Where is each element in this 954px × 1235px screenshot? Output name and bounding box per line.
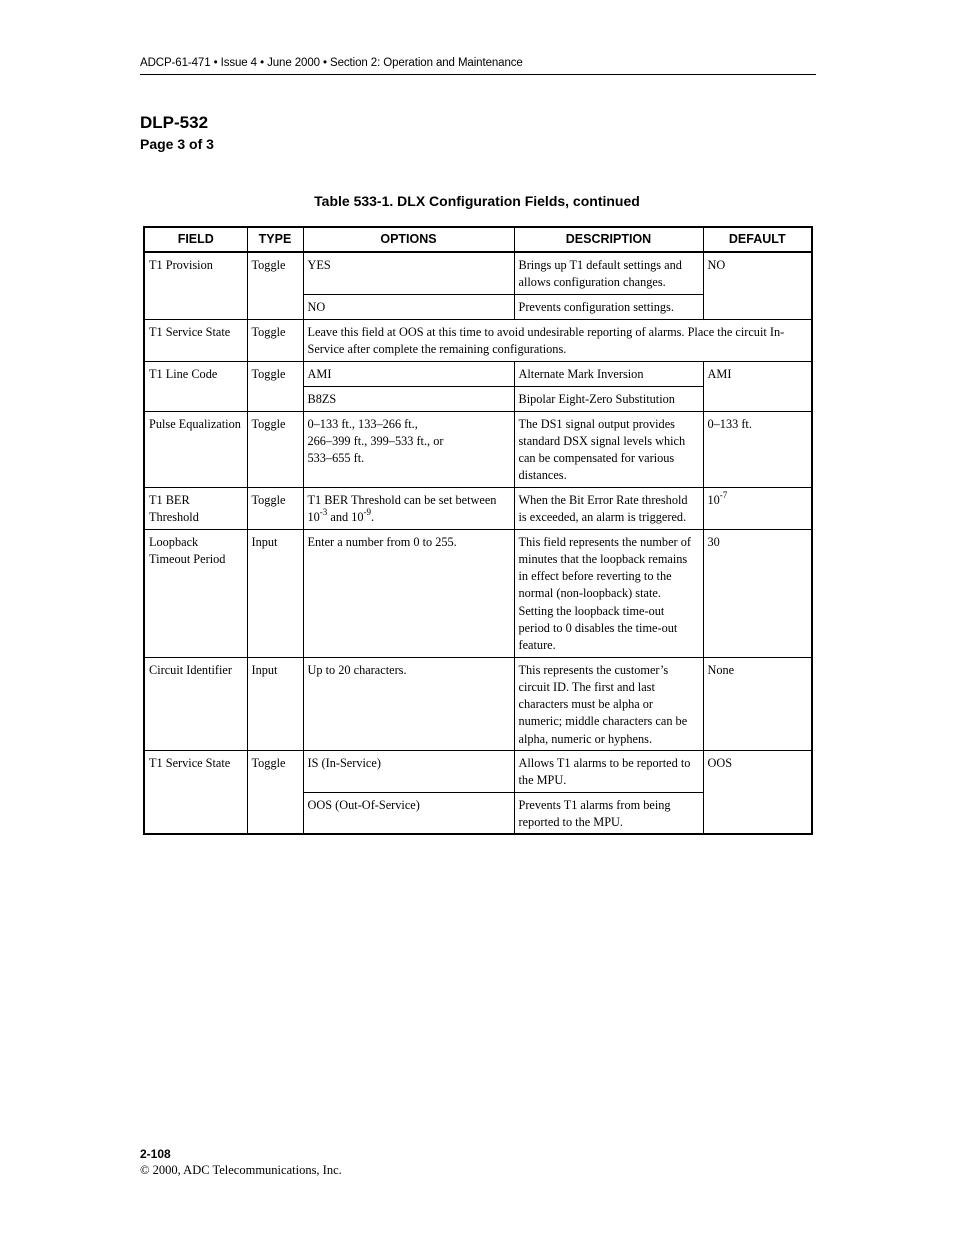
options-cell: Up to 20 characters. — [303, 657, 514, 750]
type-cell: Toggle — [247, 319, 303, 361]
header-rule — [140, 74, 816, 75]
description-cell: This field represents the number of minutes that the loopback remains in effect before reverting to the normal (non-loopback) state. Setting the loopback time-out period to 0 disables the time-out feature. — [514, 529, 703, 657]
type-cell: Toggle — [247, 750, 303, 834]
options-cell: OOS (Out-Of-Service) — [303, 792, 514, 834]
options-text: . — [371, 509, 375, 524]
default-cell — [703, 487, 812, 529]
default-cell: 30 — [703, 529, 812, 657]
page-of-indicator: Page 3 of 3 — [140, 136, 214, 152]
type-cell: Toggle — [247, 487, 303, 529]
description-cell: Bipolar Eight-Zero Substitution — [514, 386, 703, 411]
field-cell — [144, 529, 247, 657]
column-header-type: TYPE — [247, 227, 303, 252]
table-header-row — [144, 227, 812, 252]
field-line: Loopback — [149, 534, 199, 549]
description-cell: Brings up T1 default settings and allows configuration changes. — [514, 252, 703, 294]
procedure-title: DLP-532 — [140, 113, 209, 132]
default-cell: AMI — [703, 361, 812, 411]
description-cell: When the Bit Error Rate threshold is exceeded, an alarm is triggered. — [514, 487, 703, 529]
configuration-table — [143, 226, 813, 835]
options-text: and — [330, 509, 349, 524]
type-cell: Input — [247, 529, 303, 657]
field-cell: T1 Provision — [144, 252, 247, 319]
options-line: 266–399 ft., 399–533 ft., or — [307, 433, 444, 448]
options-text: T1 BER Threshold can be set between — [307, 492, 497, 507]
column-header-description: DESCRIPTION — [514, 227, 703, 252]
exponent-base: 10 — [707, 492, 720, 507]
description-cell: Allows T1 alarms to be reported to the MPU. — [514, 750, 703, 792]
field-cell: T1 Service State — [144, 319, 247, 361]
description-cell: Prevents T1 alarms from being reported to the MPU. — [514, 792, 703, 834]
options-line: 533–655 ft. — [307, 451, 365, 466]
table-row — [144, 657, 812, 750]
type-cell: Toggle — [247, 361, 303, 411]
default-cell: None — [703, 657, 812, 750]
description-cell: The DS1 signal output provides standard DSX signal levels which can be compensated for various distances. — [514, 411, 703, 487]
table-row — [144, 529, 812, 657]
table-row — [144, 411, 812, 487]
table-row — [144, 487, 812, 529]
table-caption: Table 533-1. DLX Configuration Fields, continued — [314, 193, 640, 209]
table-row — [144, 319, 812, 361]
table-row — [144, 252, 812, 294]
copyright: © 2000, ADC Telecommunications, Inc. — [140, 1163, 342, 1177]
description-cell: This represents the customer’s circuit ID. The first and last characters must be alpha or numeric; middle characters can be alpha, numeric or hyphens. — [514, 657, 703, 750]
running-header: ADCP-61-471 • Issue 4 • June 2000 • Section 2: Operation and Maintenance — [140, 57, 523, 69]
field-cell: T1 Service State — [144, 750, 247, 834]
options-cell: B8ZS — [303, 386, 514, 411]
column-header-options: OPTIONS — [303, 227, 514, 252]
field-cell: T1 Line Code — [144, 361, 247, 411]
table-row — [144, 361, 812, 386]
exponent-base: 10 — [351, 509, 364, 524]
exponent: -7 — [719, 489, 728, 500]
default-cell: 0–133 ft. — [703, 411, 812, 487]
options-cell: IS (In-Service) — [303, 750, 514, 792]
field-line: Threshold — [149, 509, 199, 524]
field-cell: Circuit Identifier — [144, 657, 247, 750]
column-header-field: FIELD — [144, 227, 247, 252]
field-line: Timeout Period — [149, 551, 226, 566]
field-cell: Pulse Equalization — [144, 411, 247, 487]
options-cell — [303, 487, 514, 529]
options-cell: YES — [303, 252, 514, 294]
options-cell: AMI — [303, 361, 514, 386]
exponent: -9 — [363, 506, 372, 517]
table-row — [144, 750, 812, 792]
default-cell: OOS — [703, 750, 812, 834]
description-cell: Prevents configuration settings. — [514, 294, 703, 319]
options-cell: NO — [303, 294, 514, 319]
field-cell — [144, 487, 247, 529]
default-cell: NO — [703, 252, 812, 319]
description-cell: Alternate Mark Inversion — [514, 361, 703, 386]
options-cell: Enter a number from 0 to 255. — [303, 529, 514, 657]
type-cell: Toggle — [247, 411, 303, 487]
type-cell: Toggle — [247, 252, 303, 319]
options-cell — [303, 411, 514, 487]
page-number: 2-108 — [140, 1147, 171, 1161]
column-header-default: DEFAULT — [703, 227, 812, 252]
exponent: -3 — [319, 506, 328, 517]
options-line: 0–133 ft., 133–266 ft., — [307, 416, 418, 431]
exponent-base: 10 — [307, 509, 320, 524]
note-cell: Leave this field at OOS at this time to avoid undesirable reporting of alarms. Place the circuit In-Service after complete the remaining configurations. — [303, 319, 812, 361]
field-line: T1 BER — [149, 492, 190, 507]
type-cell: Input — [247, 657, 303, 750]
